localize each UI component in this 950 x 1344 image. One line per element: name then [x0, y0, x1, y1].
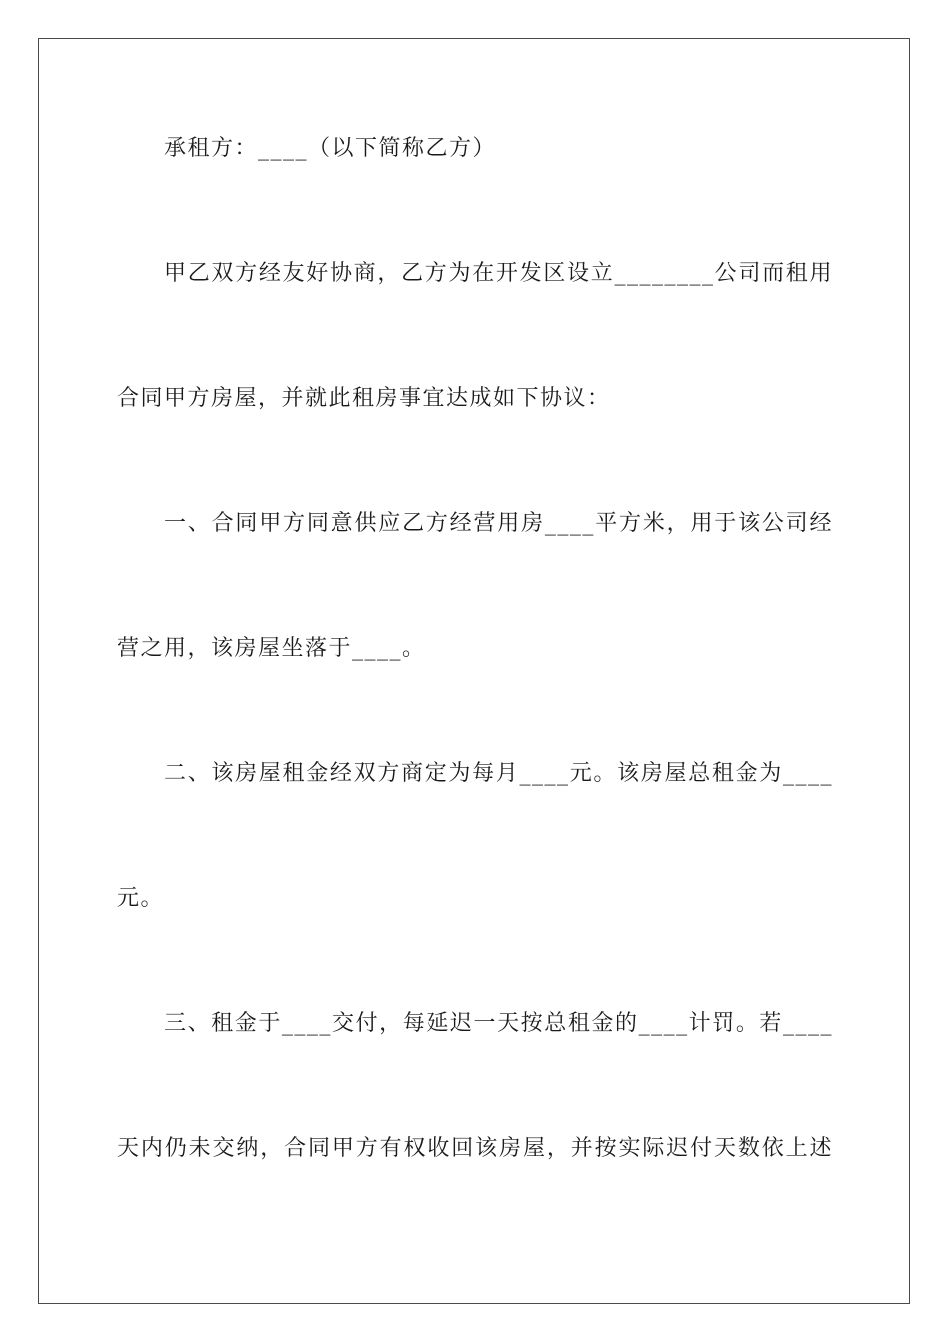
paragraph-intro-line-2: 合同甲方房屋，并就此租房事宜达成如下协议： — [117, 386, 611, 411]
clause-3-line-2: 天内仍未交纳，合同甲方有权收回该房屋，并按实际迟付天数依上述 — [117, 1136, 833, 1161]
tenant-line: 承租方：____（以下简称乙方） — [164, 136, 497, 161]
clause-3-line-1: 三、租金于____交付，每延迟一天按总租金的____计罚。若____ — [164, 1011, 833, 1036]
clause-1-line-1: 一、合同甲方同意供应乙方经营用房____平方米，用于该公司经 — [164, 511, 833, 536]
clause-2-line-1: 二、该房屋租金经双方商定为每月____元。该房屋总租金为____ — [164, 761, 833, 786]
paragraph-intro-line-1: 甲乙双方经友好协商，乙方为在开发区设立________公司而租用 — [164, 261, 833, 286]
clause-1-line-2: 营之用，该房屋坐落于____。 — [117, 636, 426, 661]
clause-2-line-2: 元。 — [117, 886, 165, 911]
page-frame — [38, 38, 910, 1304]
